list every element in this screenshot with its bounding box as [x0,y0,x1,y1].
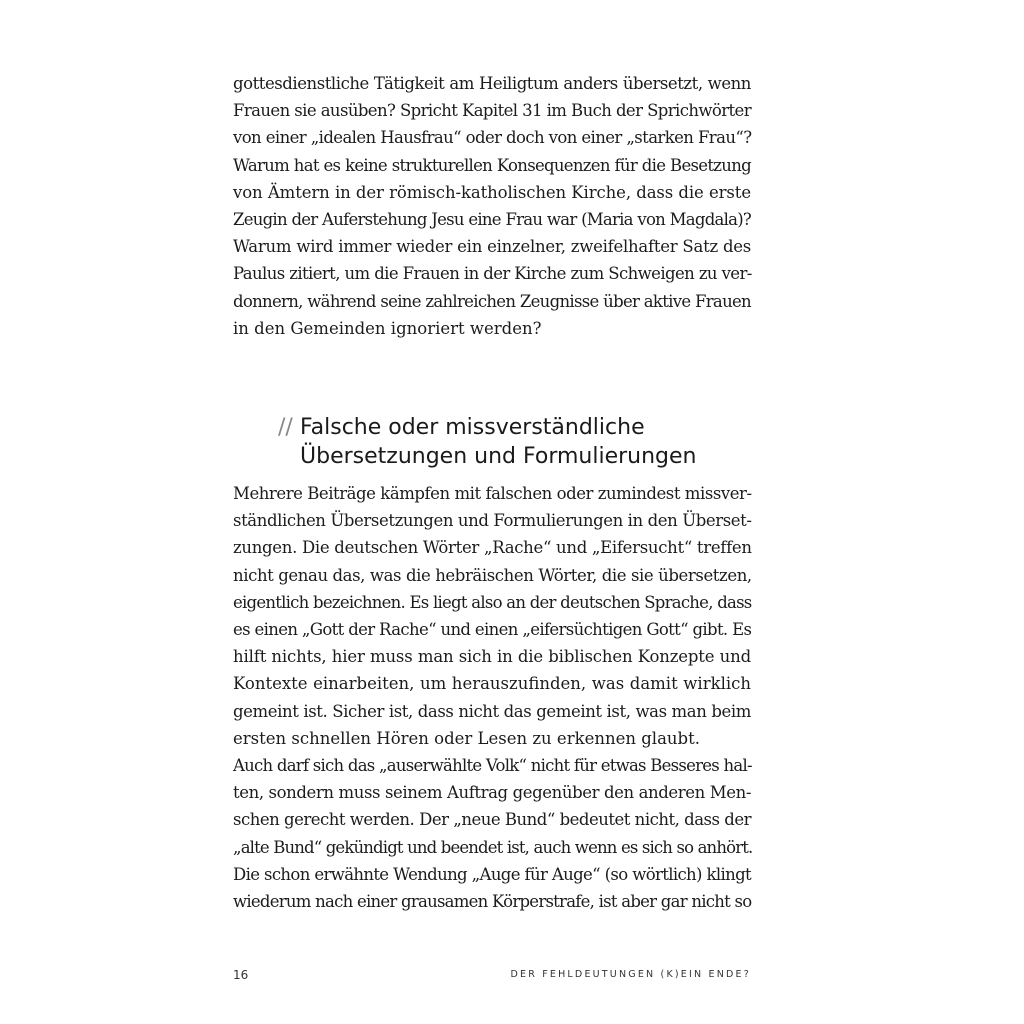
text-line: schen gerecht werden. Der „neue Bund“ bedeutet nicht, dass der [233,810,751,830]
text-line: ständlichen Übersetzungen und Formulierungen in den Überset- [233,511,752,531]
text-line: hilft nichts, hier muss man sich in die biblischen Konzepte und [233,647,751,667]
text-line: Mehrere Beiträge kämpfen mit falschen oder zumindest missver- [233,484,752,503]
text-line: Warum hat es keine strukturellen Konsequenzen für die Besetzung [233,155,751,175]
text-line: „alte Bund“ gekündigt und beendet ist, auch wenn es sich so anhört. [233,837,753,857]
text-line: donnern, während seine zahlreichen Zeugnisse über aktive Frauen [233,291,751,311]
text-line: nicht genau das, was die hebräischen Wörter, die sie übersetzen, [233,565,752,585]
page-footer [233,968,751,988]
text-line: Frauen sie ausüben? Spricht Kapitel 31 im Buch der Sprichwörter [233,101,751,121]
text-line: gemeint ist. Sicher ist, dass nicht das gemeint ist, was man beim [233,701,751,721]
text-line: Die schon erwähnte Wendung „Auge für Auge“ (so wörtlich) klingt [233,864,751,884]
text-line: von einer „idealen Hausfrau“ oder doch von einer „starken Frau“? [233,128,752,148]
text-line: zungen. Die deutschen Wörter „Rache“ und „Eifersucht“ treffen [233,538,752,558]
text-line: ersten schnellen Hören oder Lesen zu erkennen glaubt. [233,728,700,748]
text-line: von Ämtern in der römisch-katholischen Kirche, dass die erste [233,182,751,202]
section-heading [278,413,696,471]
section-heading-line: Übersetzungen und Formulierungen [300,444,697,470]
paragraph-intro-questions [233,70,751,342]
text-line: Kontexte einarbeiten, um herauszufinden, was damit wirklich [233,674,751,694]
text-line: in den Gemeinden ignoriert werden? [233,318,542,338]
text-line: Warum wird immer wieder ein einzelner, zweifelhafter Satz des [233,237,751,257]
page-number: 16 [233,968,249,982]
text-line: es einen „Gott der Rache“ und einen „eifersüchtigen Gott“ gibt. Es [233,620,752,640]
text-line: eigentlich bezeichnen. Es liegt also an der deutschen Sprache, dass [233,592,752,612]
running-title: DER FEHLDEUTUNGEN (K)EIN ENDE? [510,969,751,980]
paragraph-mistranslations [233,480,751,915]
text-line: Zeugin der Auferstehung Jesu eine Frau war (Maria von Magdala)? [233,210,751,230]
text-line: ten, sondern muss seinem Auftrag gegenüber den anderen Men- [233,783,751,803]
section-marker: // [278,415,293,441]
text-line: Paulus zitiert, um die Frauen in der Kirche zum Schweigen zu ver- [233,264,752,284]
text-line: Auch darf sich das „auserwählte Volk“ nicht für etwas Besseres hal- [233,756,752,776]
section-heading-line: Falsche oder missverständliche [300,415,645,441]
text-line: gottesdienstliche Tätigkeit am Heiligtum anders übersetzt, wenn [233,74,751,93]
text-line: wiederum nach einer grausamen Körperstrafe, ist aber gar nicht so [233,892,752,912]
